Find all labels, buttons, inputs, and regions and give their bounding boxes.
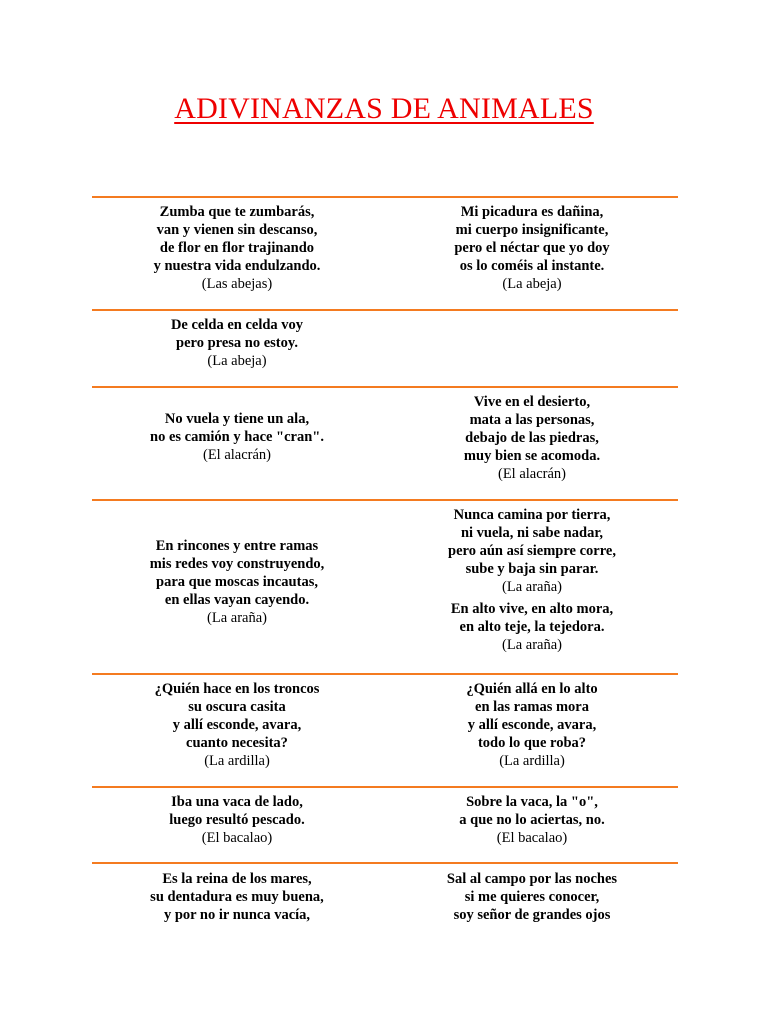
riddle-line: ¿Quién hace en los troncos [154,681,320,697]
riddle-line: Vive en el desierto, [473,394,591,410]
riddle-line: mis redes voy construyendo, [149,556,325,572]
riddle-line: van y vienen sin descanso, [156,222,318,238]
riddle-line: sube y baja sin parar. [465,561,599,577]
riddle-line: Sal al campo por las noches [446,871,618,887]
row-divider [92,386,678,388]
riddle-line: y allí esconde, avara, [467,717,597,733]
riddle-line: de flor en flor trajinando [159,240,315,256]
riddle-answer: (El bacalao) [201,830,273,846]
riddle-answer: (La araña) [502,579,562,595]
riddle-line: cuanto necesita? [186,735,288,751]
riddle-answer: (La ardilla) [204,753,270,769]
riddle-line: en las ramas mora [475,699,589,715]
riddle-answer: (Las abejas) [201,276,273,292]
riddle-line: todo lo que roba? [477,735,587,751]
riddle-answer: (El alacrán) [497,466,567,482]
row-divider [92,196,678,198]
riddle-cell [92,410,382,464]
row-divider [92,499,678,501]
riddle-line: Mi picadura es dañina, [460,204,604,220]
riddle-answer: (El bacalao) [496,830,568,846]
row-divider [92,862,678,864]
riddle-line: ni vuela, ni sabe nadar, [460,525,604,541]
riddle-line: ¿Quién allá en lo alto [466,681,598,697]
riddle-line: soy señor de grandes ojos [453,907,611,923]
riddle-line: pero el néctar que yo doy [454,240,610,256]
riddle-cell [387,393,677,483]
riddle-cell [92,870,382,924]
riddle-line: su dentadura es muy buena, [150,889,324,905]
riddle-line: debajo de las piedras, [465,430,599,446]
riddle-answer: (La abeja) [207,353,267,369]
riddle-answer: (La abeja) [502,276,562,292]
riddle-answer: (La araña) [502,637,562,653]
riddle-answer: (La araña) [207,610,267,626]
riddle-line: su oscura casita [188,699,286,715]
riddle-line: Iba una vaca de lado, [171,794,303,810]
riddle-cell [387,506,677,654]
riddle-line: pero presa no estoy. [176,335,298,351]
row-divider [92,309,678,311]
riddle-cell [92,203,382,293]
riddle-cell [92,793,382,847]
riddle-line: Nunca camina por tierra, [453,507,611,523]
riddle-line: luego resultó pescado. [169,812,305,828]
riddle-answer: (El alacrán) [202,447,272,463]
riddle-line: Sobre la vaca, la "o", [466,794,598,810]
riddle-line: a que no lo aciertas, no. [459,812,605,828]
row-divider [92,786,678,788]
riddle-line: muy bien se acomoda. [463,448,601,464]
riddle-answer: (La ardilla) [499,753,565,769]
riddle-line: Zumba que te zumbarás, [159,204,315,220]
riddle-line: y allí esconde, avara, [172,717,302,733]
riddle-line: en ellas vayan cayendo. [164,592,310,608]
riddle-line: y por no ir nunca vacía, [163,907,311,923]
riddle-cell [92,680,382,770]
riddle-line: si me quieres conocer, [464,889,600,905]
page-title: ADIVINANZAS DE ANIMALES [174,92,594,125]
riddle-line: os lo coméis al instante. [459,258,605,274]
riddle-line: mi cuerpo insignificante, [455,222,609,238]
riddle-line: no es camión y hace "cran". [150,429,324,445]
riddle-line: En rincones y entre ramas [155,538,319,554]
riddle-cell [92,316,382,370]
riddle-line: De celda en celda voy [170,317,304,333]
row-divider [92,673,678,675]
riddle-line: en alto teje, la tejedora. [459,619,605,635]
riddle-cell [387,203,677,293]
riddle-cell [387,870,677,924]
riddle-line: mata a las personas, [469,412,595,428]
riddle-line: y nuestra vida endulzando. [153,258,321,274]
riddle-cell [92,537,382,627]
riddle-line: pero aún así siempre corre, [448,543,616,559]
riddle-line: para que moscas incautas, [156,574,318,590]
riddle-cell [387,680,677,770]
riddle-line: En alto vive, en alto mora, [450,601,614,617]
riddle-line: No vuela y tiene un ala, [164,411,310,427]
riddle-cell [387,793,677,847]
riddle-line: Es la reina de los mares, [162,871,312,887]
